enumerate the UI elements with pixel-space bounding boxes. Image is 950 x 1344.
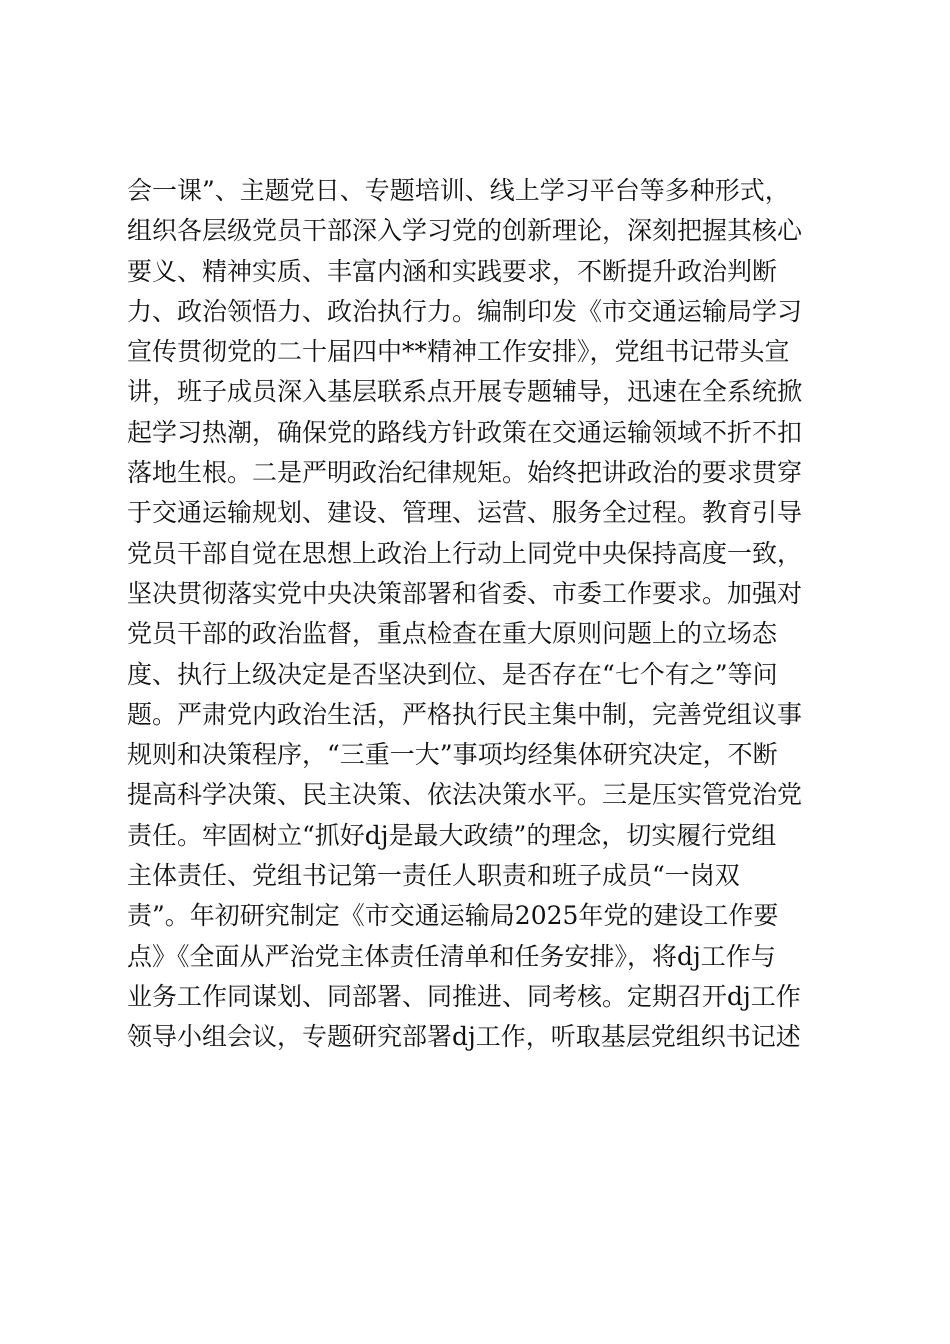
text-line-5: 宣传贯彻党的二十届四中**精神工作安排》，党组书记带头宣 — [127, 337, 790, 367]
text-line-20: 点》《全面从严治党主体责任清单和任务安排》，将dj工作与 — [127, 941, 776, 971]
text-line-16: 提高科学决策、民主决策、依法决策水平。三是压实管党治党 — [127, 780, 803, 810]
body-text — [127, 171, 827, 1058]
text-line-2: 组织各层级党员干部深入学习党的创新理论，深刻把握其核心 — [127, 216, 803, 246]
text-line-9: 于交通运输规划、建设、管理、运营、服务全过程。教育引导 — [127, 498, 803, 528]
text-line-7: 起学习热潮，确保党的路线方针政策在交通运输领域不折不扣 — [127, 417, 803, 447]
text-line-15: 规则和决策程序，“三重一大”事项均经集体研究决定，不断 — [127, 740, 778, 770]
text-line-1: 会一课”、主题党日、专题培训、线上学习平台等多种形式， — [127, 176, 790, 205]
text-line-4: 力、政治领悟力、政治执行力。编制印发《市交通运输局学习 — [127, 296, 803, 326]
text-line-21: 业务工作同谋划、同部署、同推进、同考核。定期召开dj工作 — [127, 981, 801, 1011]
text-line-19: 责”。年初研究制定《市交通运输局2025年党的建设工作要 — [127, 901, 779, 931]
text-line-22: 领导小组会议，专题研究部署dj工作，听取基层党组织书记述 — [127, 1022, 801, 1052]
text-line-18: 主体责任、党组书记第一责任人职责和班子成员“一岗双 — [127, 861, 740, 891]
text-line-12: 党员干部的政治监督，重点检查在重大原则问题上的立场态 — [127, 619, 778, 649]
text-line-10: 党员干部自觉在思想上政治上行动上同党中央保持高度一致， — [127, 538, 803, 568]
text-line-13: 度、执行上级决定是否坚决到位、是否存在“七个有之”等问 — [127, 659, 778, 689]
text-line-3: 要义、精神实质、丰富内涵和实践要求，不断提升政治判断 — [127, 256, 778, 286]
text-line-14: 题。严肃党内政治生活，严格执行民主集中制，完善党组议事 — [127, 699, 803, 729]
text-line-8: 落地生根。二是严明政治纪律规矩。始终把讲政治的要求贯穿 — [127, 458, 803, 488]
text-line-6: 讲，班子成员深入基层联系点开展专题辅导，迅速在全系统掀 — [127, 377, 803, 407]
text-line-11: 坚决贯彻落实党中央决策部署和省委、市委工作要求。加强对 — [127, 578, 803, 608]
text-line-17: 责任。牢固树立“抓好dj是最大政绩”的理念，切实履行党组 — [127, 820, 777, 850]
